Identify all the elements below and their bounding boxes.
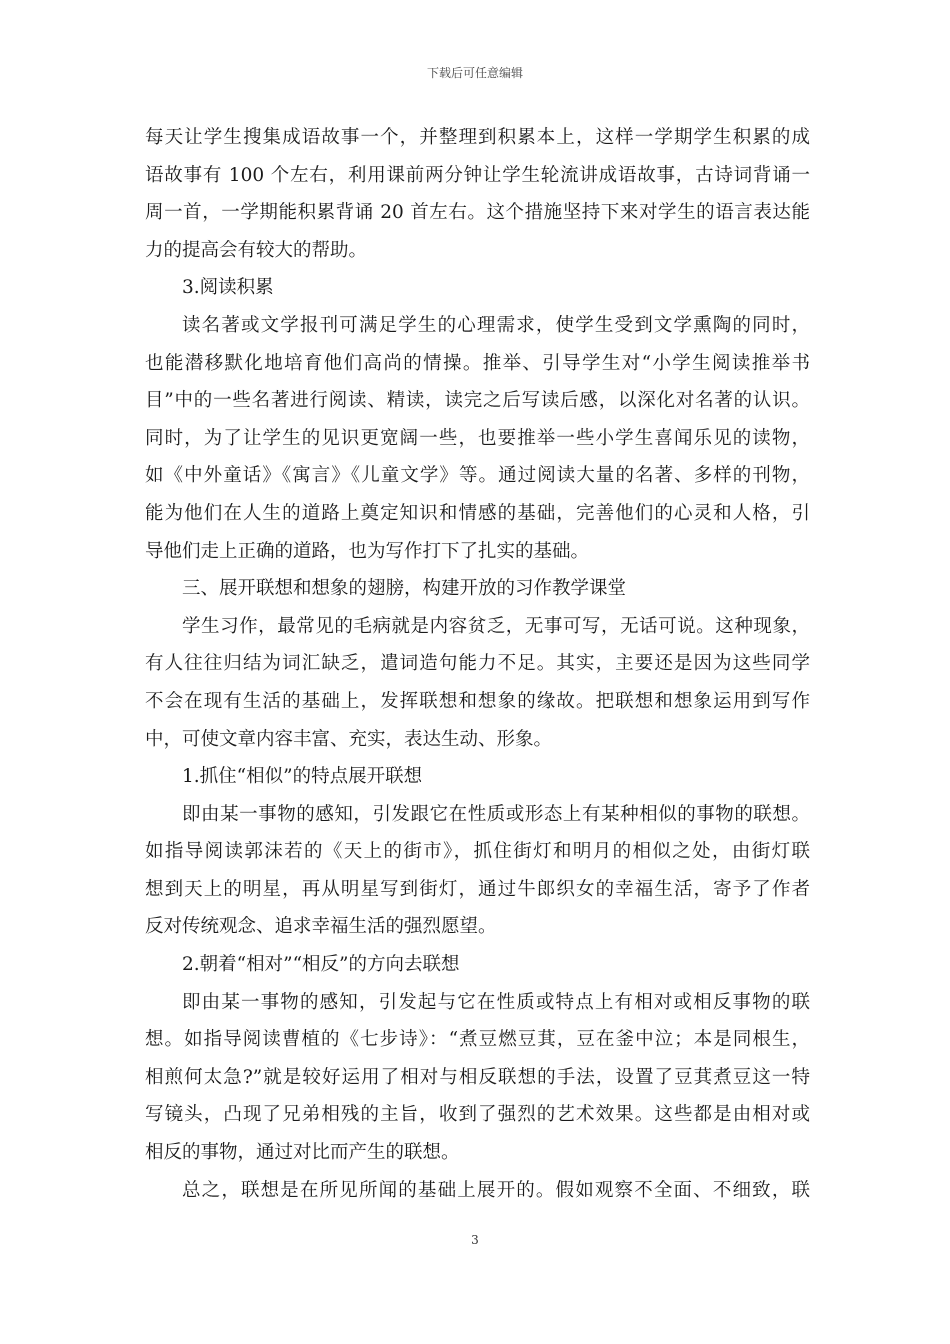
- text-line: 有人往往归结为词汇缺乏，遣词造句能力不足。其实，主要还是因为这些同学: [145, 653, 810, 675]
- text-line: 想到天上的明星，再从明星写到街灯，通过牛郎织女的幸福生活，寄予了作者: [145, 878, 810, 900]
- text-line: 3.阅读积累: [182, 277, 274, 299]
- page-header: 下载后可任意编辑: [426, 66, 523, 80]
- text-line: 力的提高会有较大的帮助。: [145, 239, 368, 261]
- page-number: 3: [471, 1233, 479, 1247]
- text-line: 相反的事物，通过对比而产生的联想。: [145, 1142, 460, 1164]
- text-line: 同时，为了让学生的见识更宽阔一些，也要推举一些小学生喜闻乐见的读物，: [145, 427, 810, 449]
- text-line: 总之，联想是在所见所闻的基础上展开的。假如观察不全面、不细致，联: [182, 1179, 810, 1201]
- text-line: 学生习作，最常见的毛病就是内容贫乏，无事可写，无话可说。这种现象，: [182, 615, 810, 637]
- text-line: 目”中的一些名著进行阅读、精读，读完之后写读后感，以深化对名著的认识。: [145, 390, 810, 412]
- text-line: 如《中外童话》《寓言》《儿童文学》等。通过阅读大量的名著、多样的刊物，: [145, 465, 810, 487]
- text-line: 也能潜移默化地培育他们高尚的情操。推举、引导学生对“小学生阅读推举书: [145, 352, 810, 374]
- text-line: 不会在现有生活的基础上，发挥联想和想象的缘故。把联想和想象运用到写作: [145, 690, 810, 712]
- text-line: 导他们走上正确的道路，也为写作打下了扎实的基础。: [145, 540, 590, 562]
- text-line: 三、展开联想和想象的翅膀，构建开放的习作教学课堂: [182, 578, 627, 600]
- text-line: 读名著或文学报刊可满足学生的心理需求，使学生受到文学熏陶的同时，: [182, 314, 810, 336]
- text-line: 写镜头，凸现了兄弟相残的主旨，收到了强烈的艺术效果。这些都是由相对或: [145, 1104, 810, 1126]
- text-line: 相煎何太急?”就是较好运用了相对与相反联想的手法，设置了豆萁煮豆这一特: [145, 1066, 810, 1088]
- text-line: 反对传统观念、追求幸福生活的强烈愿望。: [145, 916, 497, 938]
- body-text: [145, 128, 810, 1218]
- text-line: 语故事有 100 个左右，利用课前两分钟让学生轮流讲成语故事，古诗词背诵一: [145, 164, 810, 186]
- text-line: 周一首，一学期能积累背诵 20 首左右。这个措施坚持下来对学生的语言表达能: [145, 202, 810, 224]
- text-line: 想。如指导阅读曹植的《七步诗》：“煮豆燃豆萁，豆在釜中泣；本是同根生，: [145, 1029, 810, 1051]
- text-line: 每天让学生搜集成语故事一个，并整理到积累本上，这样一学期学生积累的成: [145, 127, 810, 148]
- text-line: 能为他们在人生的道路上奠定知识和情感的基础，完善他们的心灵和人格，引: [145, 502, 810, 524]
- text-line: 即由某一事物的感知，引发起与它在性质或特点上有相对或相反事物的联: [182, 991, 810, 1013]
- text-line: 中，可使文章内容丰富、充实，表达生动、形象。: [145, 728, 553, 750]
- text-line: 如指导阅读郭沫若的《天上的街市》，抓住街灯和明月的相似之处，由街灯联: [145, 841, 810, 863]
- text-line: 2.朝着“相对”“相反”的方向去联想: [182, 954, 460, 976]
- text-line: 即由某一事物的感知，引发跟它在性质或形态上有某种相似的事物的联想。: [182, 803, 810, 825]
- text-line: 1.抓住“相似”的特点展开联想: [182, 766, 423, 788]
